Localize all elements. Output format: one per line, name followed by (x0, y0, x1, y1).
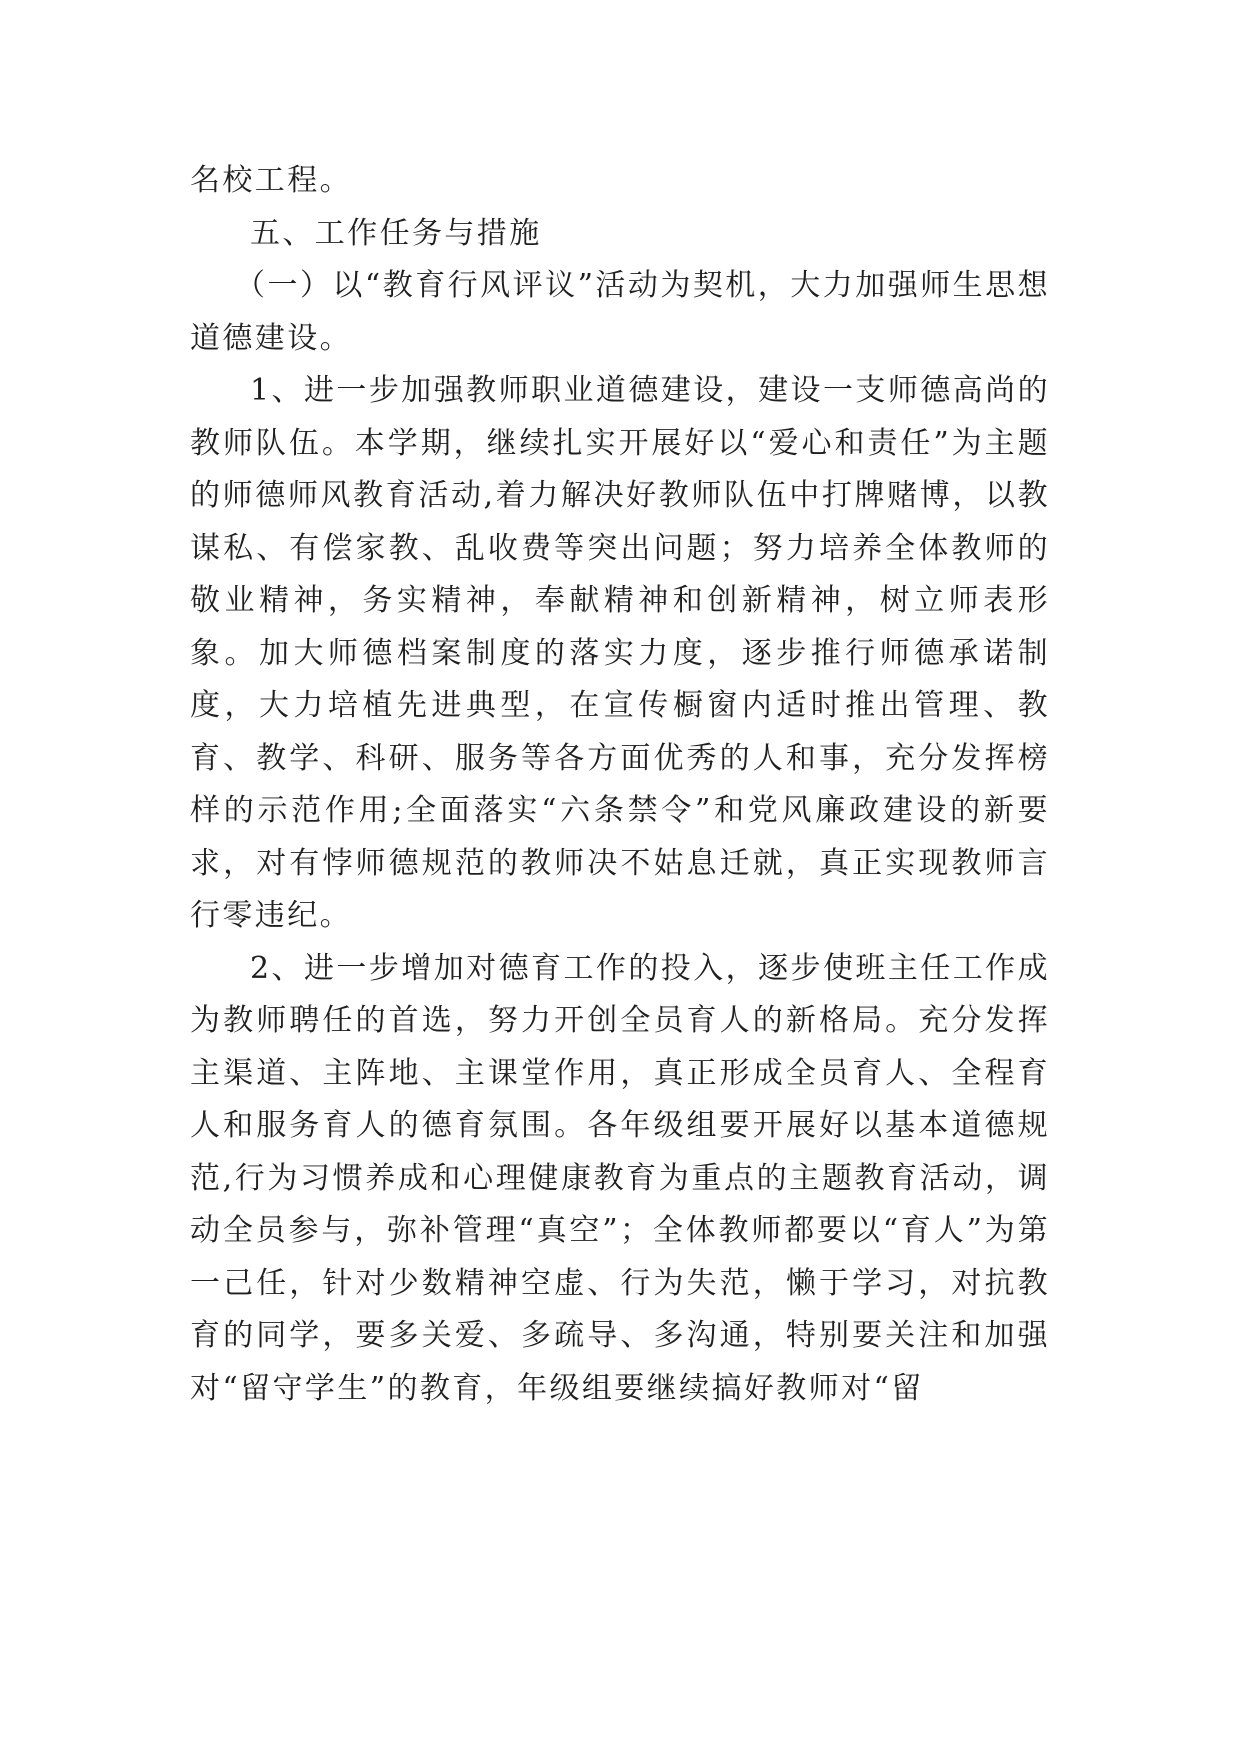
document-body (190, 155, 1050, 1415)
paragraph-item-2: 2、进一步增加对德育工作的投入，逐步使班主任工作成为教师聘任的首选，努力开创全员育人的新格局。充分发挥主渠道、主阵地、主课堂作用，真正形成全员育人、全程育人和服务育人的德育氛围。各年级组要开展好以基本道德规范,行为习惯养成和心理健康教育为重点的主题教育活动，调动全员参与，弥补管理“真空”；全体教师都要以“育人”为第一己任，针对少数精神空虚、行为失范，懒于学习，对抗教育的同学，要多关爱、多疏导、多沟通，特别要关注和加强对“留守学生”的教育，年级组要继续搞好教师对“留 (190, 950, 1050, 1406)
paragraph-item-1: 1、进一步加强教师职业道德建设，建设一支师德高尚的教师队伍。本学期，继续扎实开展好以“爱心和责任”为主题的师德师风教育活动,着力解决好教师队伍中打牌赌博，以教谋私、有偿家教、乱收费等突出问题；努力培养全体教师的敬业精神，务实精神，奉献精神和创新精神，树立师表形象。加大师德档案制度的落实力度，逐步推行师德承诺制度，大力培植先进典型，在宣传橱窗内适时推出管理、教育、教学、科研、服务等各方面优秀的人和事，充分发挥榜样的示范作用;全面落实“六条禁令”和党风廉政建设的新要求，对有悖师德规范的教师决不姑息迁就，真正实现教师言行零违纪。 (190, 373, 1050, 933)
subsection-heading: （一）以“教育行风评议”活动为契机，大力加强师生思想道德建设。 (190, 268, 1050, 356)
paragraph-continuation: 名校工程。 (190, 163, 352, 198)
section-heading: 五、工作任务与措施 (250, 215, 542, 251)
